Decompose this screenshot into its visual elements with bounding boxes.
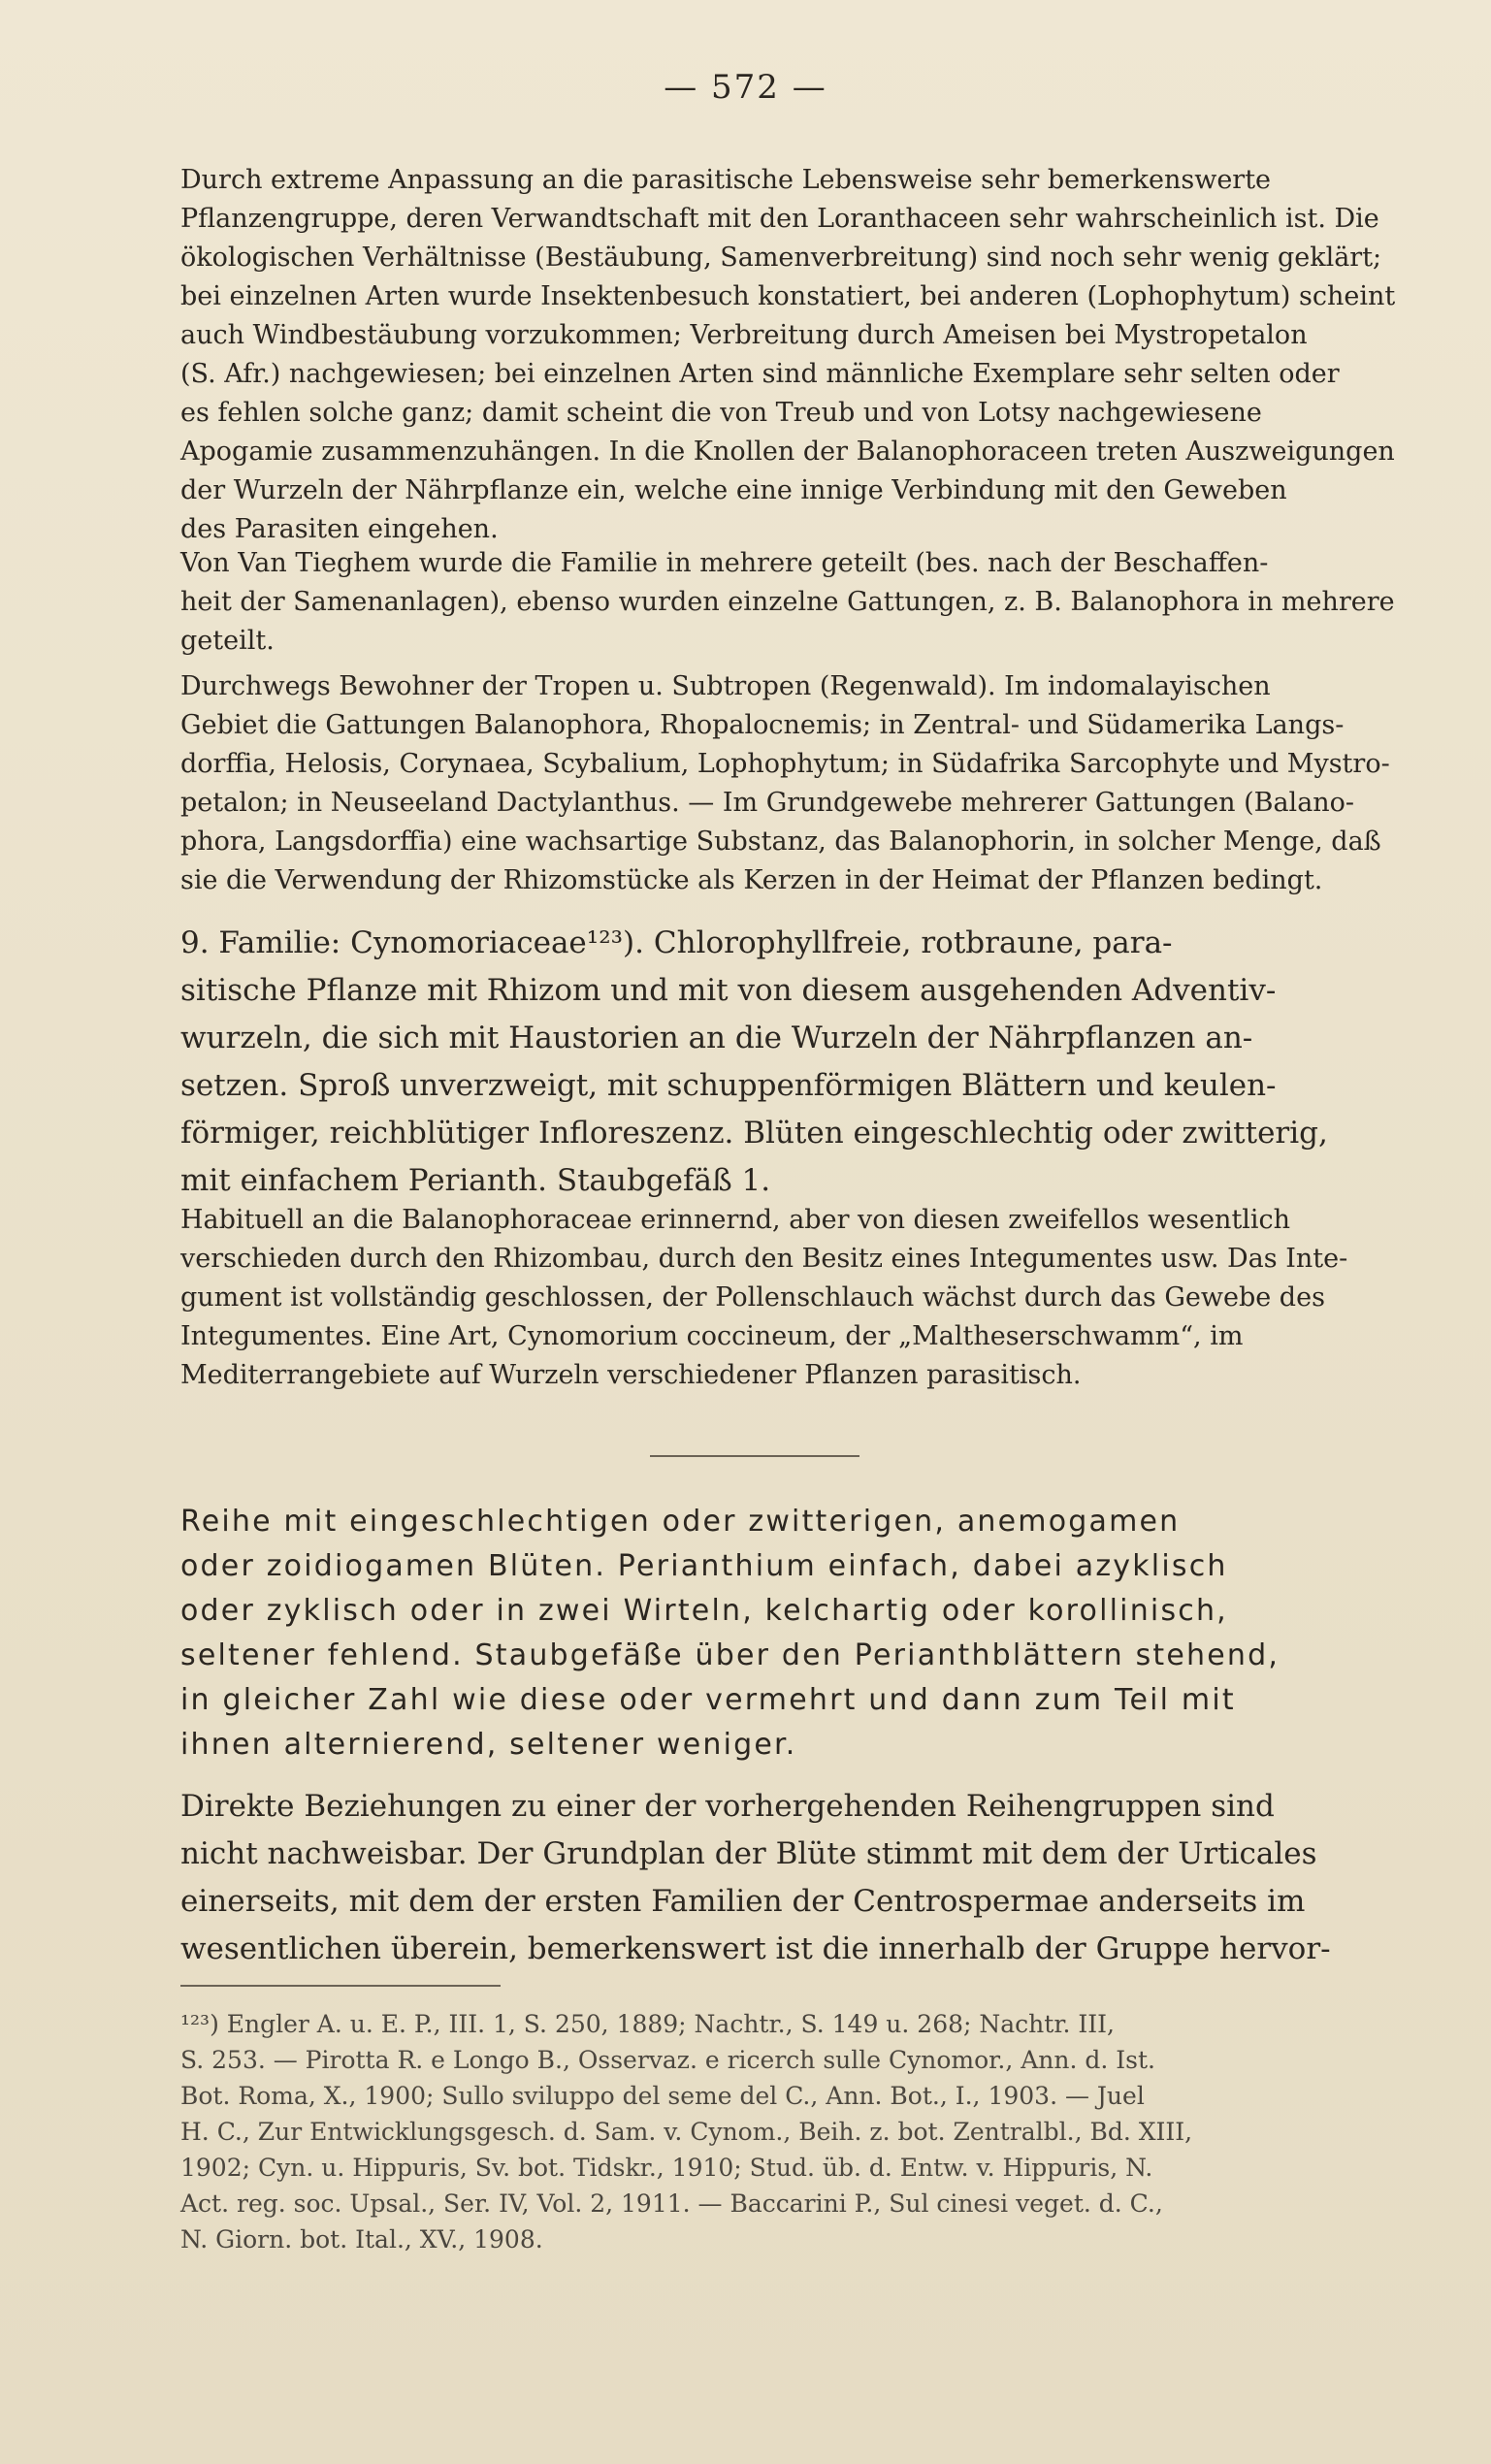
text-line: es fehlen solche ganz; damit scheint die von Treub und von Lotsy nachgewiesene <box>180 398 1262 428</box>
text-line: ihnen alternierend, seltener weniger. <box>180 1728 797 1762</box>
text-line: verschieden durch den Rhizombau, durch den Besitz eines Integumentes usw. Das Inte- <box>180 1244 1348 1274</box>
page-number: — 572 — <box>664 68 827 107</box>
text-line: phora, Langsdorffia) eine wachsartige Substanz, das Balanophorin, in solcher Menge, daß <box>180 827 1381 857</box>
text-line: Direkte Beziehungen zu einer der vorhergehenden Reihengruppen sind <box>180 1789 1275 1824</box>
paragraph-reihe <box>180 1500 1432 1767</box>
text-line: einerseits, mit dem der ersten Familien der Centrospermae anderseits im <box>180 1884 1306 1919</box>
text-line: Durchwegs Bewohner der Tropen u. Subtropen (Regenwald). Im indomalayischen <box>180 671 1271 701</box>
footnote-line: S. 253. — Pirotta R. e Longo B., Osservaz. e ricerch sulle Cynomor., Ann. d. Ist. <box>180 2046 1155 2074</box>
text-line: Durch extreme Anpassung an die parasitische Lebensweise sehr bemerkenswerte <box>180 165 1272 195</box>
text-line: oder zoidiogamen Blüten. Perianthium einfach, dabei azyklisch <box>180 1549 1228 1583</box>
text-line: geteilt. <box>180 626 275 656</box>
text-line: setzen. Sproß unverzweigt, mit schuppenförmigen Blättern und keulen- <box>180 1068 1277 1103</box>
text-line: ökologischen Verhältnisse (Bestäubung, Samenverbreitung) sind noch sehr wenig geklärt; <box>180 243 1382 273</box>
text-line: des Parasiten eingehen. <box>180 514 499 544</box>
text-line: Reihe mit eingeschlechtigen oder zwitterigen, anemogamen <box>180 1505 1181 1539</box>
text-line: auch Windbestäubung vorzukommen; Verbreitung durch Ameisen bei Mystropetalon <box>180 320 1308 350</box>
text-line: sitische Pflanze mit Rhizom und mit von diesem ausgehenden Adventiv- <box>180 973 1277 1008</box>
text-line: mit einfachem Perianth. Staubgefäß 1. <box>180 1163 771 1198</box>
paragraph-habit <box>180 1201 1432 1395</box>
text-line: seltener fehlend. Staubgefäße über den Perianthblättern stehend, <box>180 1638 1280 1672</box>
footnote-line: 1902; Cyn. u. Hippuris, Sv. bot. Tidskr., 1910; Stud. üb. d. Entw. v. Hippuris, N. <box>180 2154 1153 2182</box>
text-line: heit der Samenanlagen), ebenso wurden einzelne Gattungen, z. B. Balanophora in mehrere <box>180 587 1395 617</box>
text-line: sie die Verwendung der Rhizomstücke als Kerzen in der Heimat der Pflanzen bedingt. <box>180 865 1323 895</box>
footnote-line: ¹²³) Engler A. u. E. P., III. 1, S. 250, 1889; Nachtr., S. 149 u. 268; Nachtr. III, <box>180 2010 1115 2038</box>
paragraph-van-tieghem <box>180 544 1432 661</box>
paragraph-ecology <box>180 161 1432 549</box>
footnote-line: Bot. Roma, X., 1900; Sullo sviluppo del seme del C., Ann. Bot., I., 1903. — Juel <box>180 2082 1145 2110</box>
paragraph-distribution <box>180 667 1432 900</box>
text-line: der Wurzeln der Nährpflanze ein, welche eine innige Verbindung mit den Geweben <box>180 475 1287 505</box>
text-line: Gebiet die Gattungen Balanophora, Rhopalocnemis; in Zentral- und Südamerika Langs- <box>180 710 1345 740</box>
text-line: Habituell an die Balanophoraceae erinnernd, aber von diesen zweifellos wesentlich <box>180 1205 1291 1235</box>
footnote-123 <box>180 2006 1432 2257</box>
text-line: nicht nachweisbar. Der Grundplan der Blüte stimmt mit dem der Urticales <box>180 1836 1317 1871</box>
text-line: wesentlichen überein, bemerkenswert ist die innerhalb der Gruppe hervor- <box>180 1931 1331 1966</box>
text-line: förmiger, reichblütiger Infloreszenz. Blüten eingeschlechtig oder zwitterig, <box>180 1116 1328 1151</box>
text-line: gument ist vollständig geschlossen, der Pollenschlauch wächst durch das Gewebe des <box>180 1282 1325 1313</box>
text-line: 9. Familie: Cynomoriaceae¹²³). Chlorophyllfreie, rotbraune, para- <box>180 925 1173 960</box>
text-line: in gleicher Zahl wie diese oder vermehrt und dann zum Teil mit <box>180 1683 1236 1717</box>
text-line: Integumentes. Eine Art, Cynomorium coccineum, der „Maltheserschwamm“, im <box>180 1321 1244 1351</box>
footnote-line: N. Giorn. bot. Ital., XV., 1908. <box>180 2225 543 2253</box>
family-cynomoriaceae <box>180 920 1432 1205</box>
text-line: Apogamie zusammenzuhängen. In die Knollen der Balanophoraceen treten Auszweigungen <box>180 437 1395 467</box>
text-line: Mediterrangebiete auf Wurzeln verschiedener Pflanzen parasitisch. <box>180 1360 1082 1390</box>
footnote-line: Act. reg. soc. Upsal., Ser. IV, Vol. 2, 1911. — Baccarini P., Sul cinesi veget. d. C., <box>180 2189 1163 2218</box>
text-line: bei einzelnen Arten wurde Insektenbesuch konstatiert, bei anderen (Lophophytum) scheint <box>180 281 1396 311</box>
footnote-line: H. C., Zur Entwicklungsgesch. d. Sam. v. Cynom., Beih. z. bot. Zentralbl., Bd. XIII, <box>180 2118 1193 2146</box>
text-line: Pflanzengruppe, deren Verwandtschaft mit den Loranthaceen sehr wahrscheinlich ist. Die <box>180 204 1379 234</box>
text-line: (S. Afr.) nachgewiesen; bei einzelnen Arten sind männliche Exemplare sehr selten oder <box>180 359 1340 389</box>
text-line: petalon; in Neuseeland Dactylanthus. — Im Grundgewebe mehrerer Gattungen (Balano- <box>180 788 1355 818</box>
text-line: Von Van Tieghem wurde die Familie in mehrere geteilt (bes. nach der Beschaffen- <box>180 548 1269 578</box>
text-line: dorffia, Helosis, Corynaea, Scybalium, Lophophytum; in Südafrika Sarcophyte und Mystro- <box>180 749 1390 779</box>
section-divider <box>650 1455 859 1457</box>
text-line: oder zyklisch oder in zwei Wirteln, kelchartig oder korollinisch, <box>180 1594 1228 1628</box>
paragraph-relations <box>180 1783 1432 1973</box>
footnote-rule <box>180 1985 501 1987</box>
text-line: wurzeln, die sich mit Haustorien an die Wurzeln der Nährpflanzen an- <box>180 1021 1253 1055</box>
